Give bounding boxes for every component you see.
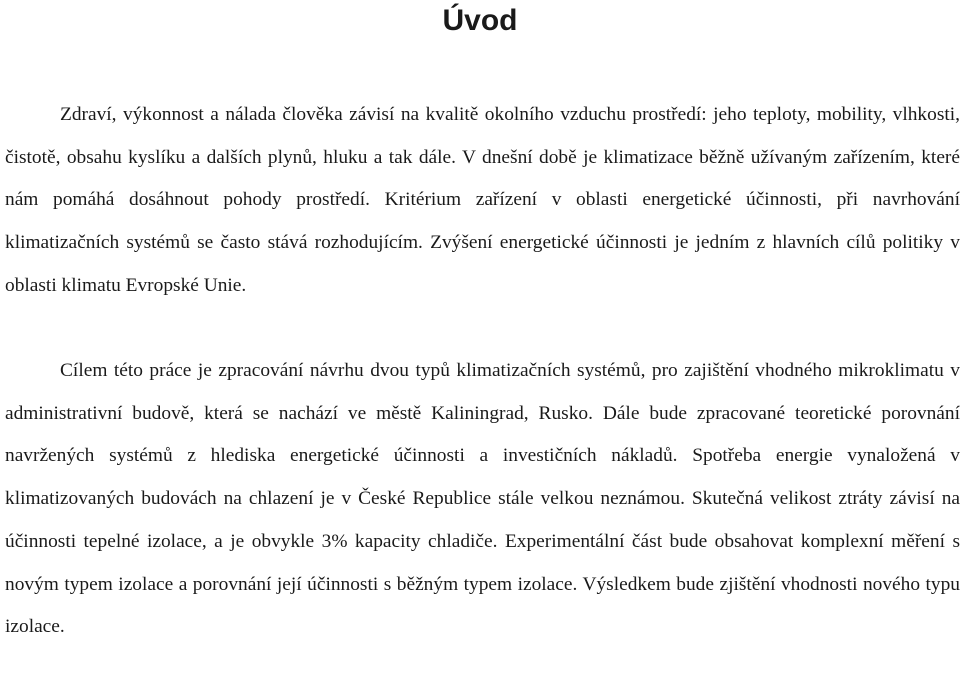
page-title: Úvod	[442, 4, 518, 37]
paragraph-intro: Zdraví, výkonnost a nálada člověka závisí na kvalitě okolního vzduchu prostředí: jeho teploty, mobility, vlhkosti, čistotě, obsahu kyslíku a dalších plynů, hluku a tak dále. V dnešní době je klimatizace běžně užívaným zařízením, které nám pomáhá dosáhnout pohody prostředí. Kritérium zařízení v oblasti energetické účinnosti, při navrhování klimatizačních systémů se často stává rozhodujícím. Zvýšení energetické účinnosti je jedním z hlavních cílů politiky v oblasti klimatu Evropské Unie.	[5, 104, 960, 296]
paragraph-goals: Cílem této práce je zpracování návrhu dvou typů klimatizačních systémů, pro zajištění vhodného mikroklimatu v administrativní budově, která se nachází ve městě Kaliningrad, Rusko. Dále bude zpracované teoretické porovnání navržených systémů z hlediska energetické účinnosti a investičních nákladů. Spotřeba energie vynaložená v klimatizovaných budovách na chlazení je v České Republice stále velkou neznámou. Skutečná velikost ztráty závisí na účinnosti tepelné izolace, a je obvykle 3% kapacity chladiče. Experimentální část bude obsahovat komplexní měření s novým typem izolace a porovnání její účinnosti s běžným typem izolace. Výsledkem bude zjištění vhodnosti nového typu izolace.	[5, 360, 960, 638]
